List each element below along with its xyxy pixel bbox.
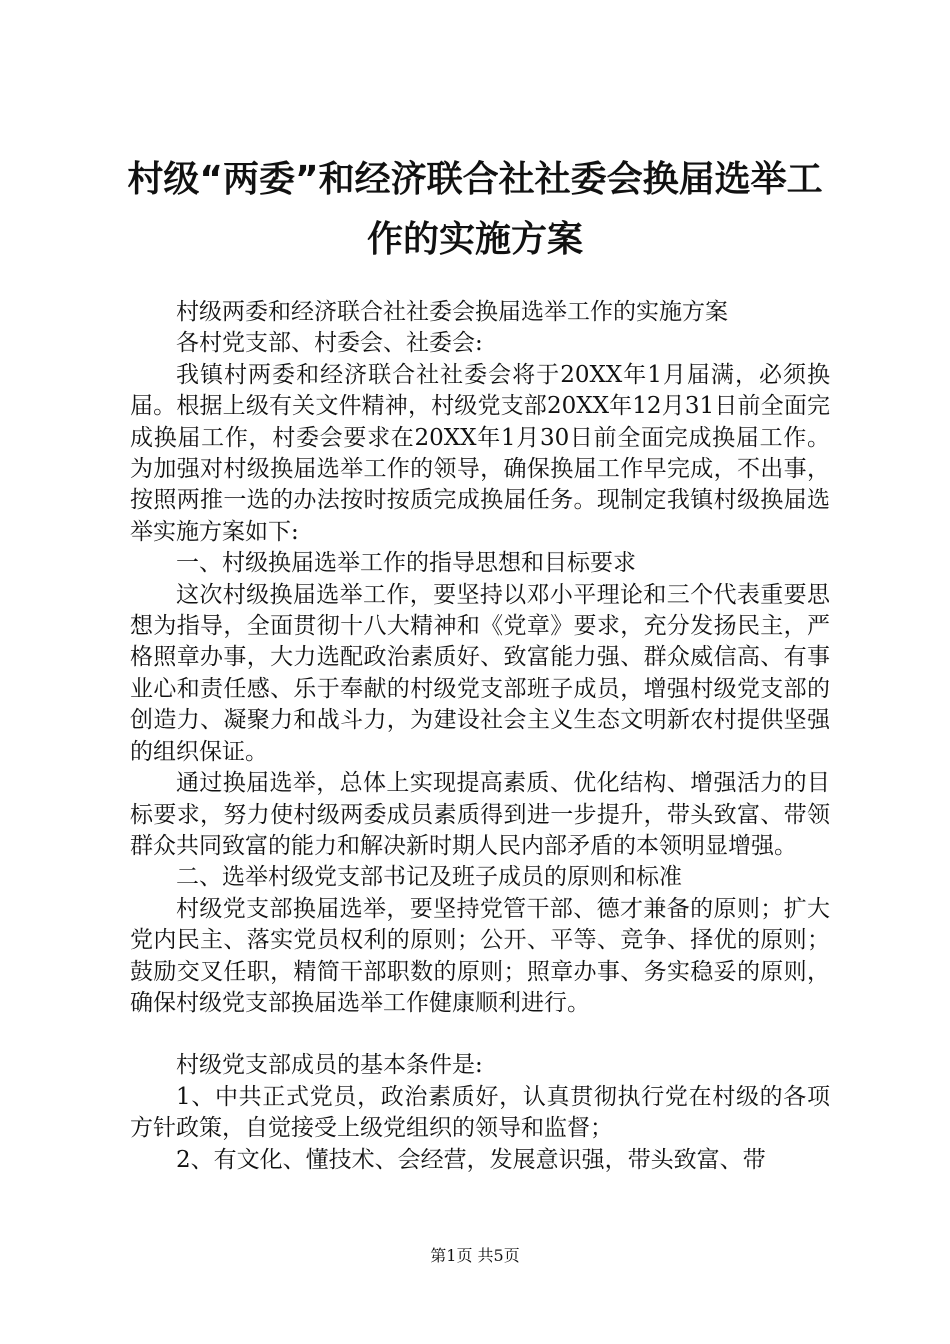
title-line-1: 村级“两委”和经济联合社社委会换届选举工	[127, 159, 823, 200]
paragraph: 通过换届选举，总体上实现提高素质、优化结构、增强活力的目标要求，努力使村级两委成员素质得到进一步提升，带头致富、带领群众共同致富的能力和解决新时期人民内部矛盾的本领明显增强。	[130, 770, 830, 859]
document-body	[130, 297, 830, 1176]
paragraph: 村级两委和经济联合社社委会换届选举工作的实施方案	[176, 299, 728, 325]
paragraph: 村级党支部换届选举，要坚持党管干部、德才兼备的原则；扩大党内民主、落实党员权利的原则；公开、平等、竞争、择优的原则；鼓励交叉任职，精简干部职数的原则；照章办事、务实稳妥的原则，确保村级党支部换届选举工作健康顺利进行。	[130, 895, 830, 1016]
list-item: 2、有文化、懂技术、会经营，发展意识强，带头致富、带	[176, 1146, 766, 1173]
paragraph: 我镇村两委和经济联合社社委会将于20XX年1月届满，必须换届。根据上级有关文件精神，村级党支部20XX年12月31日前全面完成换届工作，村委会要求在20XX年1月30日前全面完成换届工作。为加强对村级换届选举工作的领导，确保换届工作早完成，不出事，按照两推一选的办法按时按质完成换届任务。现制定我镇村级换届选举实施方案如下:	[130, 361, 830, 545]
paragraph: 各村党支部、村委会、社委会:	[176, 330, 483, 357]
document-title	[110, 150, 840, 270]
list-item: 1、中共正式党员，政治素质好，认真贯彻执行党在村级的各项方针政策，自觉接受上级党组织的领导和监督；	[130, 1083, 830, 1142]
section-heading: 一、村级换届选举工作的指导思想和目标要求	[176, 550, 636, 577]
paragraph: 村级党支部成员的基本条件是:	[176, 1052, 483, 1079]
paragraph: 这次村级换届选举工作，要坚持以邓小平理论和三个代表重要思想为指导，全面贯彻十八大精神和《党章》要求，充分发扬民主，严格照章办事，大力选配政治素质好、致富能力强、群众威信高、有事业心和责任感、乐于奉献的村级党支部班子成员，增强村级党支部的创造力、凝聚力和战斗力，为建设社会主义生态文明新农村提供坚强的组织保证。	[130, 581, 830, 765]
title-line-2: 作的实施方案	[366, 219, 583, 260]
page-footer: 第1页 共5页	[430, 1246, 520, 1265]
section-heading: 二、选举村级党支部书记及班子成员的原则和标准	[176, 864, 682, 891]
